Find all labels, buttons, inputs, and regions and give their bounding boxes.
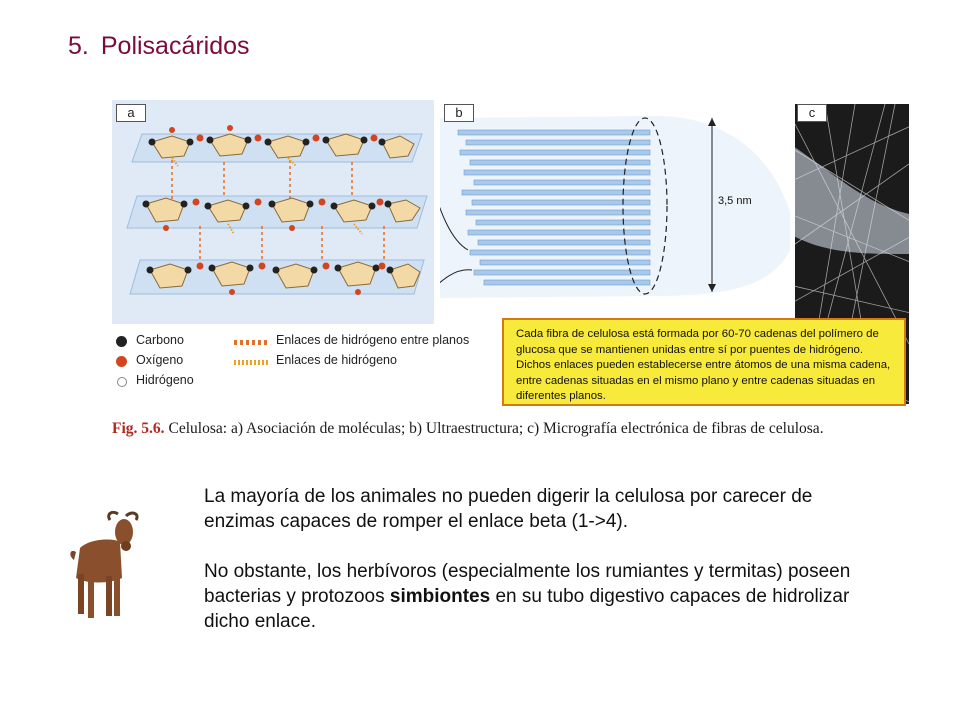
legend-hbond: Enlaces de hidrógeno <box>276 353 397 367</box>
legend-oxygen: Oxígeno <box>136 353 184 367</box>
panel-b-ultrastructure <box>440 100 790 322</box>
figure-legend <box>112 332 502 412</box>
title-text: Polisacáridos <box>100 32 250 60</box>
title-number: 5. <box>68 32 89 60</box>
legend-carbon: Carbono <box>136 333 184 347</box>
hbond-swatch-icon <box>234 360 268 365</box>
legend-hydrogen: Hidrógeno <box>136 373 194 387</box>
cellulose-figure <box>112 100 932 445</box>
paragraph-2 <box>204 559 864 634</box>
figure-caption <box>112 420 832 438</box>
body-text <box>204 484 864 634</box>
panel-c-label: c <box>797 104 827 122</box>
paragraph-2-bold: simbiontes <box>389 586 491 607</box>
callout-box: Cada fibra de celulosa está formada por 60-70 cadenas del polímero de glucosa que se mantienen unidas entre sí por puentes de hidrógeno. Dichos enlaces pueden establecerse entre átomos de una misma cadena, entre cadenas situadas en el mismo plano y entre cadenas situadas en diferentes planos. <box>502 318 906 406</box>
cellulose-molecules-illustration <box>112 100 434 324</box>
oxygen-dot-icon <box>116 356 127 367</box>
carbon-dot-icon <box>116 336 127 347</box>
legend-hbond-planes: Enlaces de hidrógeno entre planos <box>276 333 470 347</box>
caption-text: Celulosa: a) Asociación de moléculas; b) Ultraestructura; c) Micrografía electrónica de fibras de celulosa. <box>168 420 824 437</box>
paragraph-2-start: No obstante, los herbívoros (especialmente los rumiantes y termitas) poseen bacterias y protozoos <box>204 561 851 607</box>
slide-title <box>68 32 250 61</box>
paragraph-2-end: en su tubo digestivo capaces de hidrolizar dicho enlace. <box>204 586 850 632</box>
hbond-planes-swatch-icon <box>234 340 268 345</box>
fiber-bundle-illustration <box>440 100 790 322</box>
goat-icon <box>60 508 150 628</box>
panel-b-label: b <box>444 104 474 122</box>
measure-label: 3,5 nm <box>718 195 752 207</box>
hydrogen-dot-icon <box>117 377 127 387</box>
panel-a-molecules <box>112 100 434 324</box>
panel-a-label: a <box>116 104 146 122</box>
goat-image <box>60 508 150 628</box>
paragraph-1: La mayoría de los animales no pueden digerir la celulosa por carecer de enzimas capaces de romper el enlace beta (1->4). <box>204 486 813 532</box>
caption-fig-number: Fig. 5.6. <box>112 420 165 437</box>
